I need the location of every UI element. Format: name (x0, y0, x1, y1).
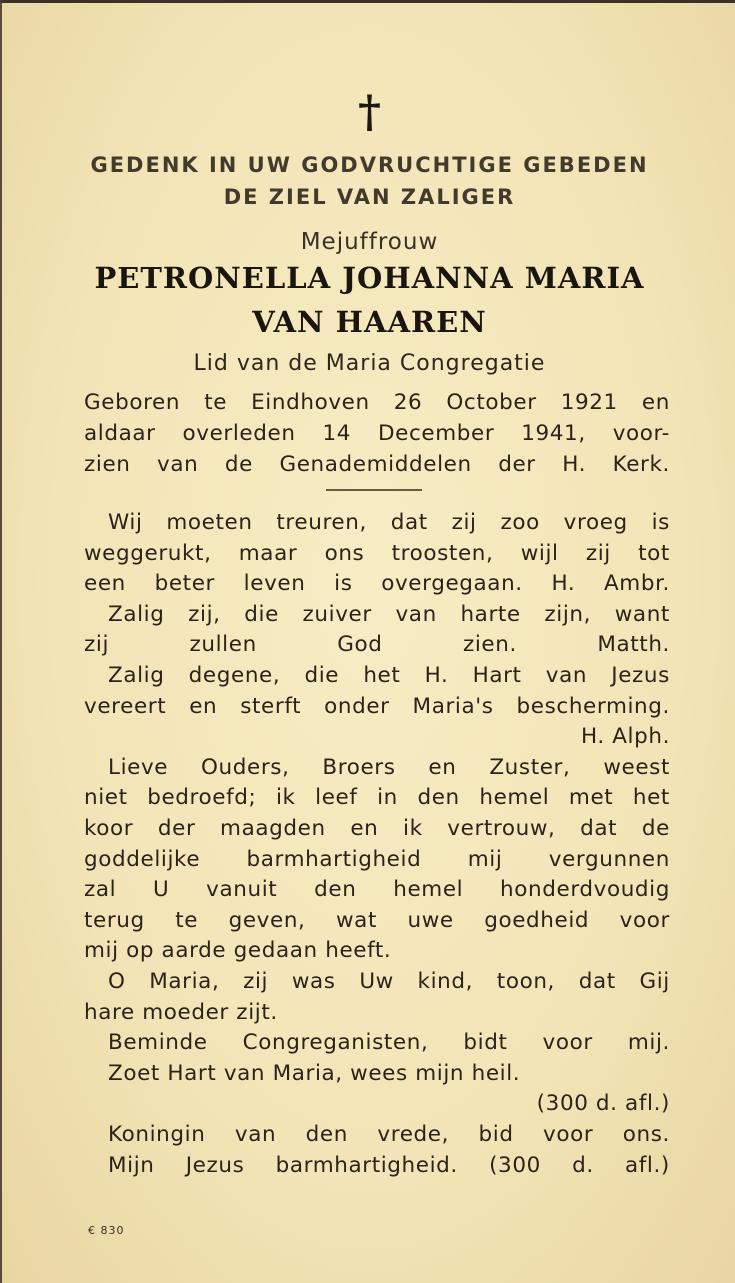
text-line: Koningin van den vrede, bid voor ons. (108, 1122, 670, 1147)
text-line: weggerukt, maar ons troosten, wijl zij tot (84, 540, 670, 566)
cross-icon: † (357, 87, 381, 138)
text-line: Beminde Congreganisten, bidt voor mij. (108, 1030, 670, 1056)
name-line-1: PETRONELLA JOHANNA MARIA (94, 261, 645, 295)
printer-mark: € 830 (88, 1224, 125, 1237)
divider (326, 489, 422, 491)
text-line: koor der maagden en ik vertrouw, dat de (84, 816, 670, 841)
name-line-2: VAN HAAREN (252, 305, 487, 339)
text-line: Mijn Jezus barmhartigheid. (300 d. afl.) (108, 1152, 670, 1178)
text-line: Lieve Ouders, Broers en Zuster, weest (108, 754, 670, 780)
text-line: Zoet Hart van Maria, wees mijn heil. (108, 1060, 521, 1086)
header-line-2: DE ZIEL VAN ZALIGER (223, 185, 516, 209)
text-line: Zalig zij, die zuiver van harte zijn, want (108, 601, 670, 627)
bio-line-2: aldaar overleden 14 December 1941, voor- (84, 421, 670, 446)
membership: Lid van de Maria Congregatie (193, 351, 546, 376)
text-line: een beter leven is overgegaan. H. Ambr. (84, 571, 670, 597)
text-line: hare moeder zijt. (84, 999, 278, 1025)
text-line: vereert en sterft onder Maria's bescherming. (84, 693, 670, 719)
bio-line-1: Geboren te Eindhoven 26 October 1921 en (84, 390, 670, 415)
text-line: goddelijke barmhartigheid mij vergunnen (84, 846, 670, 872)
text-line: zal U vanuit den hemel honderdvoudig (84, 877, 670, 903)
text-line: niet bedroefd; ik leef in den hemel met het (84, 785, 670, 811)
text-line: terug te geven, wat uwe goedheid voor (84, 907, 670, 933)
text-line: Zalig degene, die het H. Hart van Jezus (108, 663, 670, 688)
text-line: zij zullen God zien. Matth. (84, 632, 670, 658)
text-line: Wij moeten treuren, dat zij zoo vroeg is (108, 510, 670, 535)
text-line: O Maria, zij was Uw kind, toon, dat Gij (108, 969, 670, 994)
text-line: H. Alph. (580, 724, 670, 750)
bio-line-3: zien van de Genademiddelen der H. Kerk. (84, 452, 670, 477)
text-line: mij op aarde gedaan heeft. (84, 938, 392, 964)
title: Mejuffrouw (300, 229, 439, 255)
text-line: (300 d. afl.) (536, 1091, 670, 1117)
header-line-1: GEDENK IN UW GODVRUCHTIGE GEBEDEN (90, 153, 649, 177)
